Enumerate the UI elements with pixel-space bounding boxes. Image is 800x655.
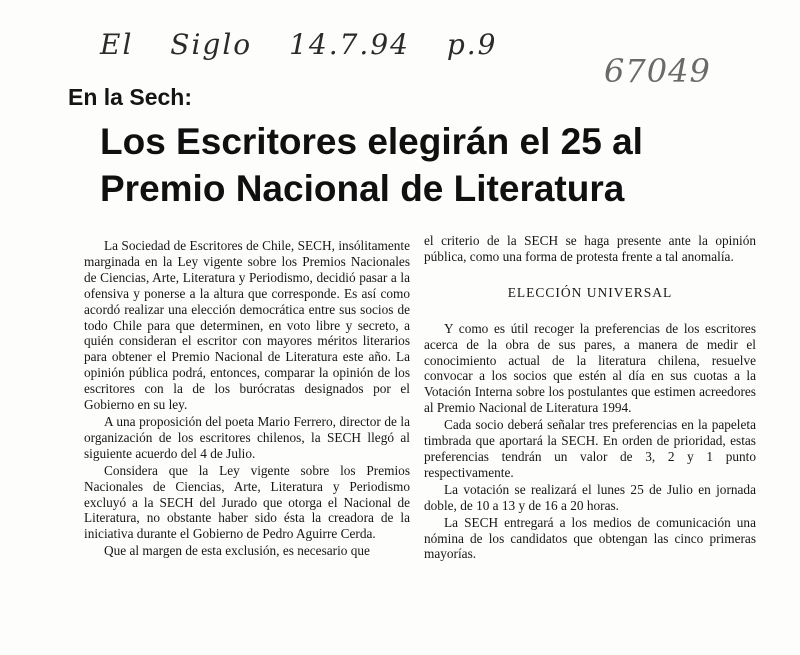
- article-kicker: En la Sech:: [68, 84, 192, 110]
- article-paragraph: Cada socio deberá señalar tres preferencias en la papeleta timbrada que aportará la SECH. En orden de prioridad, estas preferencias tendrán un valor de 3, 2 y 1 punto respectivamente.: [424, 417, 756, 480]
- article-paragraph: Considera que la Ley vigente sobre los Premios Nacionales de Ciencias, Arte, Literatura y Periodismo excluyó a la SECH del Jurado que otorga el Nacional de Literatura, no obstante haber sido ésta la creadora de la iniciativa durante el Gobierno de Pedro Aguirre Cerda.: [84, 462, 410, 542]
- article-paragraph: Que al margen de esta exclusión, es necesario que: [104, 543, 370, 559]
- section-subhead: ELECCIÓN UNIVERSAL: [507, 284, 673, 300]
- article-paragraph: La votación se realizará el lunes 25 de Julio en jornada doble, de 10 a 13 y de 16 a 20 horas.: [424, 481, 756, 513]
- handwritten-source-note: El Siglo 14.7.94 p.9: [100, 28, 498, 61]
- article-paragraph: Y como es útil recoger la preferencias de los escritores acerca de la obra de sus pares, a manera de medir el conocimiento actual de la literatura chilena, resuelve convocar a los socios que estén al día en sus cuotas a la Votación Interna sobre los postulantes que estimen acreedores al Premio Nacional de Literatura 1994.: [424, 320, 756, 416]
- article-headline: Los Escritores elegirán el 25 al Premio Nacional de Literatura: [100, 121, 643, 209]
- article-paragraph: La SECH entregará a los medios de comunicación una nómina de los candidatos que obtengan las cinco primeras mayorías.: [424, 514, 756, 562]
- article-paragraph-continued: el criterio de la SECH se haga presente ante la opinión pública, como una forma de protesta frente a tal anomalía.: [424, 233, 756, 264]
- article-column-right: [424, 233, 756, 562]
- article-paragraph: A una proposición del poeta Mario Ferrero, director de la organización de los escritores chilenos, la SECH llegó al siguiente acuerdo del 4 de Julio.: [84, 413, 410, 461]
- article-column-left: [84, 238, 410, 559]
- article-paragraph: La Sociedad de Escritores de Chile, SECH, insólitamente marginada en la Ley vigente sobre los Premios Nacionales de Ciencias, Arte, Literatura y Periodismo, decidió pasar a la ofensiva y ponerse a la altura que corresponde. Es así como acordó realizar una elección democrática entre sus socios de todo Chile para que determinen, en voto libre y secreto, a quién consideran el escritor con mayores méritos literarios para obtener el Premio Nacional de Literatura este año. La opinión pública podrá, entonces, comparar la opinión de los escritores con la de los burócratas designados por el Gobierno en su ley.: [84, 238, 410, 413]
- handwritten-archive-number: 67049: [604, 52, 711, 90]
